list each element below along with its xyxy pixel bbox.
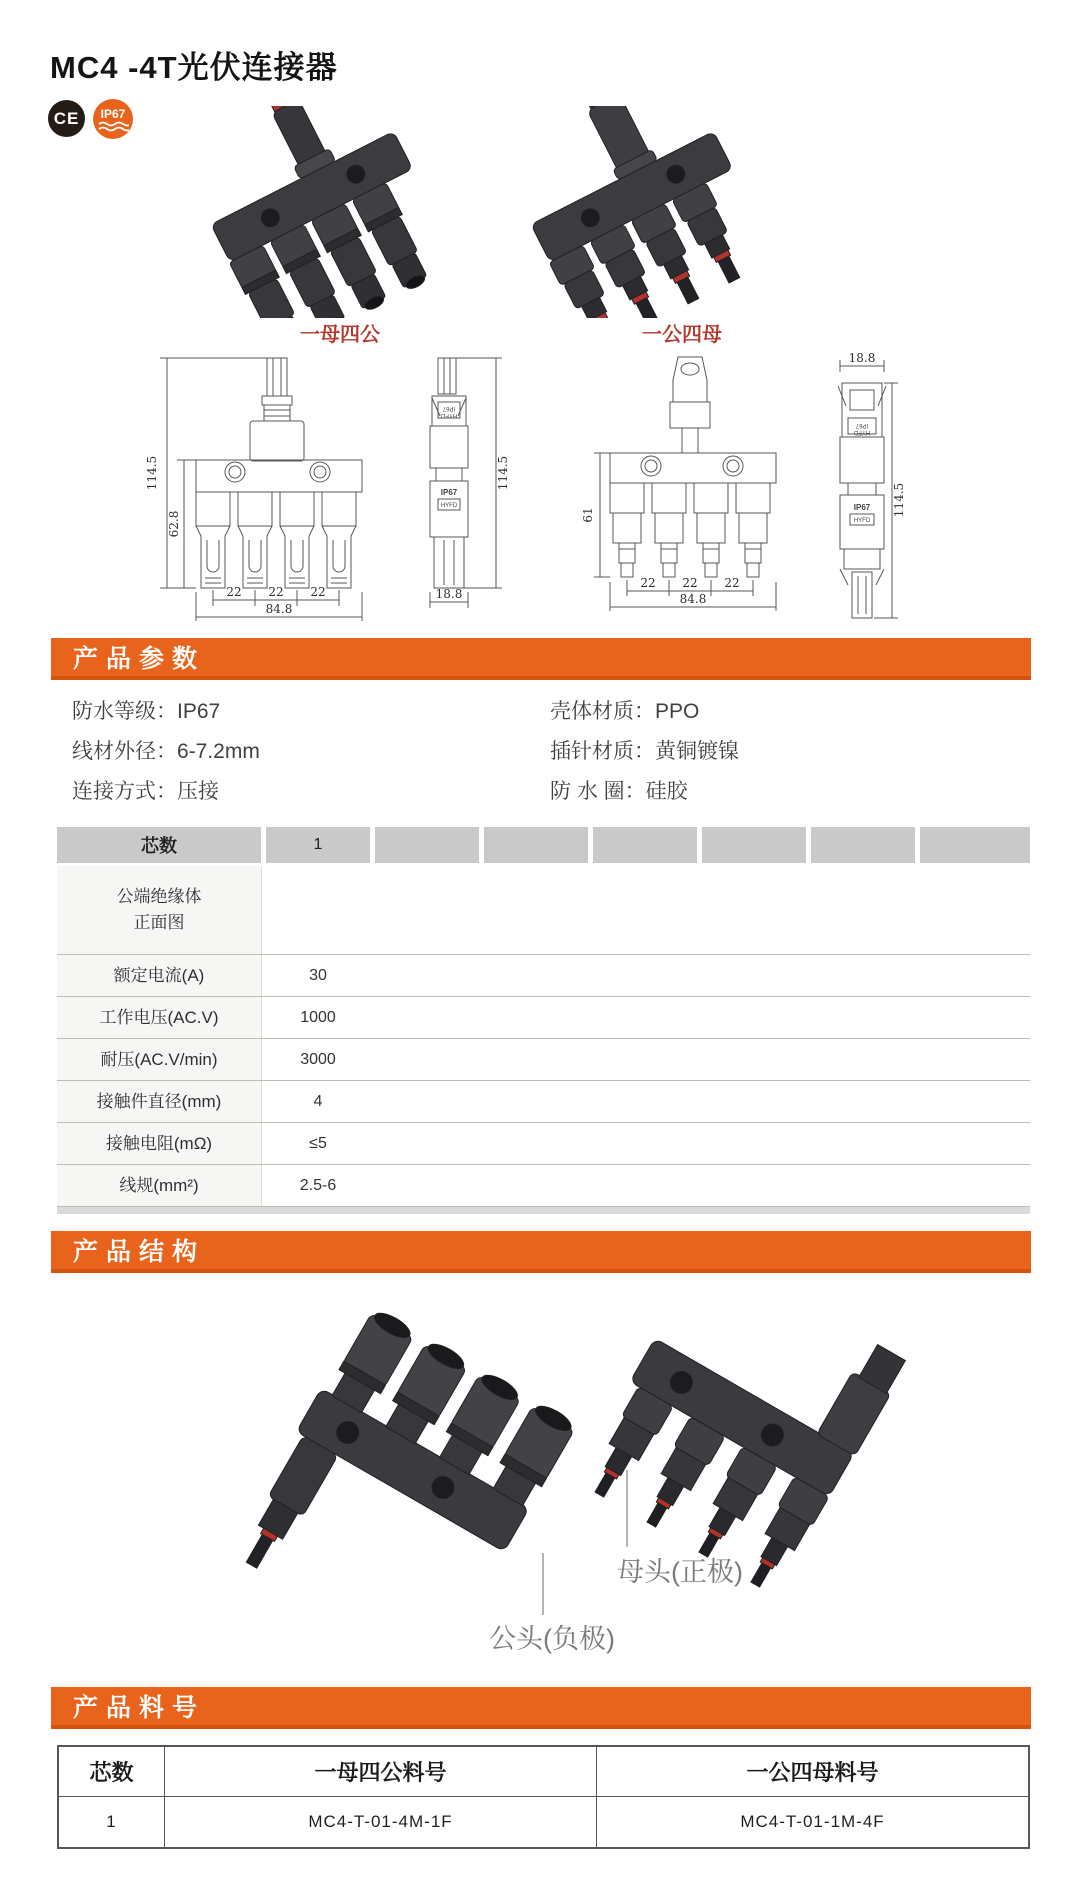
marking-brand: HYFD (853, 429, 871, 435)
param-pin-material: 插针材质：黄铜镀镍 (550, 740, 739, 763)
dim-left-side-w: 18.8 (435, 587, 463, 601)
table-row-rated-current (57, 954, 1030, 996)
marking-ip67: IP67 (442, 405, 456, 411)
params-column-right (550, 697, 739, 817)
row-value: 1000 (300, 1008, 336, 1026)
table-row-wire-gauge (57, 1164, 1030, 1206)
part-number-4m1f: MC4-T-01-4M-1F (165, 1797, 597, 1847)
ce-badge-icon (48, 100, 85, 137)
part-number-1m4f: MC4-T-01-1M-4F (740, 1812, 885, 1831)
photo-label-male-to-female: 一公四母 (642, 324, 722, 346)
photo-label-female-to-male: 一母四公 (300, 324, 380, 346)
marking-brand: HYFD (440, 412, 458, 418)
wave-icon (97, 121, 129, 135)
row-value-empty (263, 866, 373, 954)
spec-table (57, 827, 1030, 1214)
param-seal: 防 水 圈：硅胶 (550, 780, 688, 803)
row-value: 30 (309, 966, 327, 984)
dim-right-total-w: 84.8 (679, 592, 707, 606)
part-cores-value: 1 (59, 1797, 165, 1847)
param-housing: 壳体材质：PPO (550, 700, 700, 723)
spec-header-empty (920, 827, 1030, 863)
section-header-structure (51, 1231, 1031, 1273)
dim-right-front-inner-h: 61 (581, 507, 595, 523)
section-title: 产品参数 (73, 645, 206, 673)
dim-left-side-h: 114.5 (496, 455, 510, 491)
params-column-left (72, 697, 260, 817)
section-title: 产品结构 (73, 1238, 206, 1266)
ip67-badge-icon (93, 99, 133, 139)
spec-header-empty (811, 827, 915, 863)
param-waterproof: 防水等级：IP67 (72, 700, 221, 723)
spec-header-cores: 芯数 (57, 827, 261, 863)
part-header-1m4f: 一公四母料号 (746, 1760, 879, 1785)
marking-brand: HYFD (853, 518, 871, 524)
dim-right-side-h: 114.5 (892, 482, 906, 518)
table-bottom-bar (57, 1207, 1030, 1214)
row-label: 公端绝缘体 正面图 (57, 866, 262, 954)
page-title: MC4 -4T光伏连接器 (50, 50, 338, 85)
structure-label-male-negative: 公头(负极) (489, 1624, 615, 1654)
table-row-working-voltage (57, 996, 1030, 1038)
spec-header-empty (375, 827, 479, 863)
dim-right-side-w: 18.8 (848, 351, 876, 365)
table-row-insulator-image (57, 866, 1030, 954)
dim-right-pitch-1: 22 (640, 576, 656, 590)
dim-left-pitch-2: 22 (268, 585, 284, 599)
row-value: 4 (313, 1092, 323, 1110)
row-label: 接触件直径(mm) (57, 1081, 262, 1122)
marking-ip67: IP67 (855, 422, 869, 428)
part-table-header-row (59, 1747, 1028, 1797)
spec-header-core-value: 1 (266, 827, 370, 863)
dim-left-pitch-3: 22 (310, 585, 326, 599)
dim-left-pitch-1: 22 (226, 585, 242, 599)
section-header-part-numbers (51, 1687, 1031, 1729)
row-value: 2.5-6 (299, 1176, 337, 1194)
param-wire-od: 线材外径：6-7.2mm (72, 740, 260, 763)
spec-table-header (57, 827, 1030, 863)
row-label: 线规(mm²) (57, 1165, 262, 1206)
spec-header-empty (484, 827, 588, 863)
dim-left-front-total-h: 114.5 (145, 455, 159, 491)
part-header-cores: 芯数 (59, 1747, 165, 1796)
row-label: 接触电阻(mΩ) (57, 1123, 262, 1164)
row-value: 3000 (300, 1050, 336, 1068)
marking-brand: HYFD (440, 503, 458, 509)
table-row-contact-resistance (57, 1122, 1030, 1164)
part-number-table (57, 1745, 1030, 1849)
marking-ip67: IP67 (853, 503, 871, 512)
param-connection: 连接方式：压接 (72, 780, 219, 803)
spec-header-empty (702, 827, 806, 863)
row-value: ≤5 (309, 1134, 327, 1152)
ce-badge-label: CE (53, 108, 80, 128)
dim-left-total-w: 84.8 (265, 602, 293, 616)
table-row-withstand-voltage (57, 1038, 1030, 1080)
spec-header-empty (593, 827, 697, 863)
marking-ip67: IP67 (440, 488, 458, 497)
part-table-data-row (59, 1797, 1028, 1847)
section-title: 产品料号 (73, 1694, 206, 1722)
table-row-contact-diameter (57, 1080, 1030, 1122)
dim-right-pitch-2: 22 (682, 576, 698, 590)
part-header-4m1f: 一母四公料号 (165, 1747, 597, 1796)
structure-label-female-positive: 母头(正极) (617, 1557, 743, 1587)
ip67-badge-label: IP67 (100, 107, 126, 121)
spec-table-body (57, 866, 1030, 1207)
dim-left-front-inner-h: 62.8 (167, 510, 181, 538)
section-header-params (51, 638, 1031, 680)
row-label: 耐压(AC.V/min) (57, 1039, 262, 1080)
row-label: 工作电压(AC.V) (57, 997, 262, 1038)
product-photo-one-female-four-male (158, 106, 498, 318)
product-photo-one-male-four-female (478, 106, 818, 318)
row-label: 额定电流(A) (57, 955, 262, 996)
technical-drawings (0, 340, 1080, 640)
dim-right-pitch-3: 22 (724, 576, 740, 590)
